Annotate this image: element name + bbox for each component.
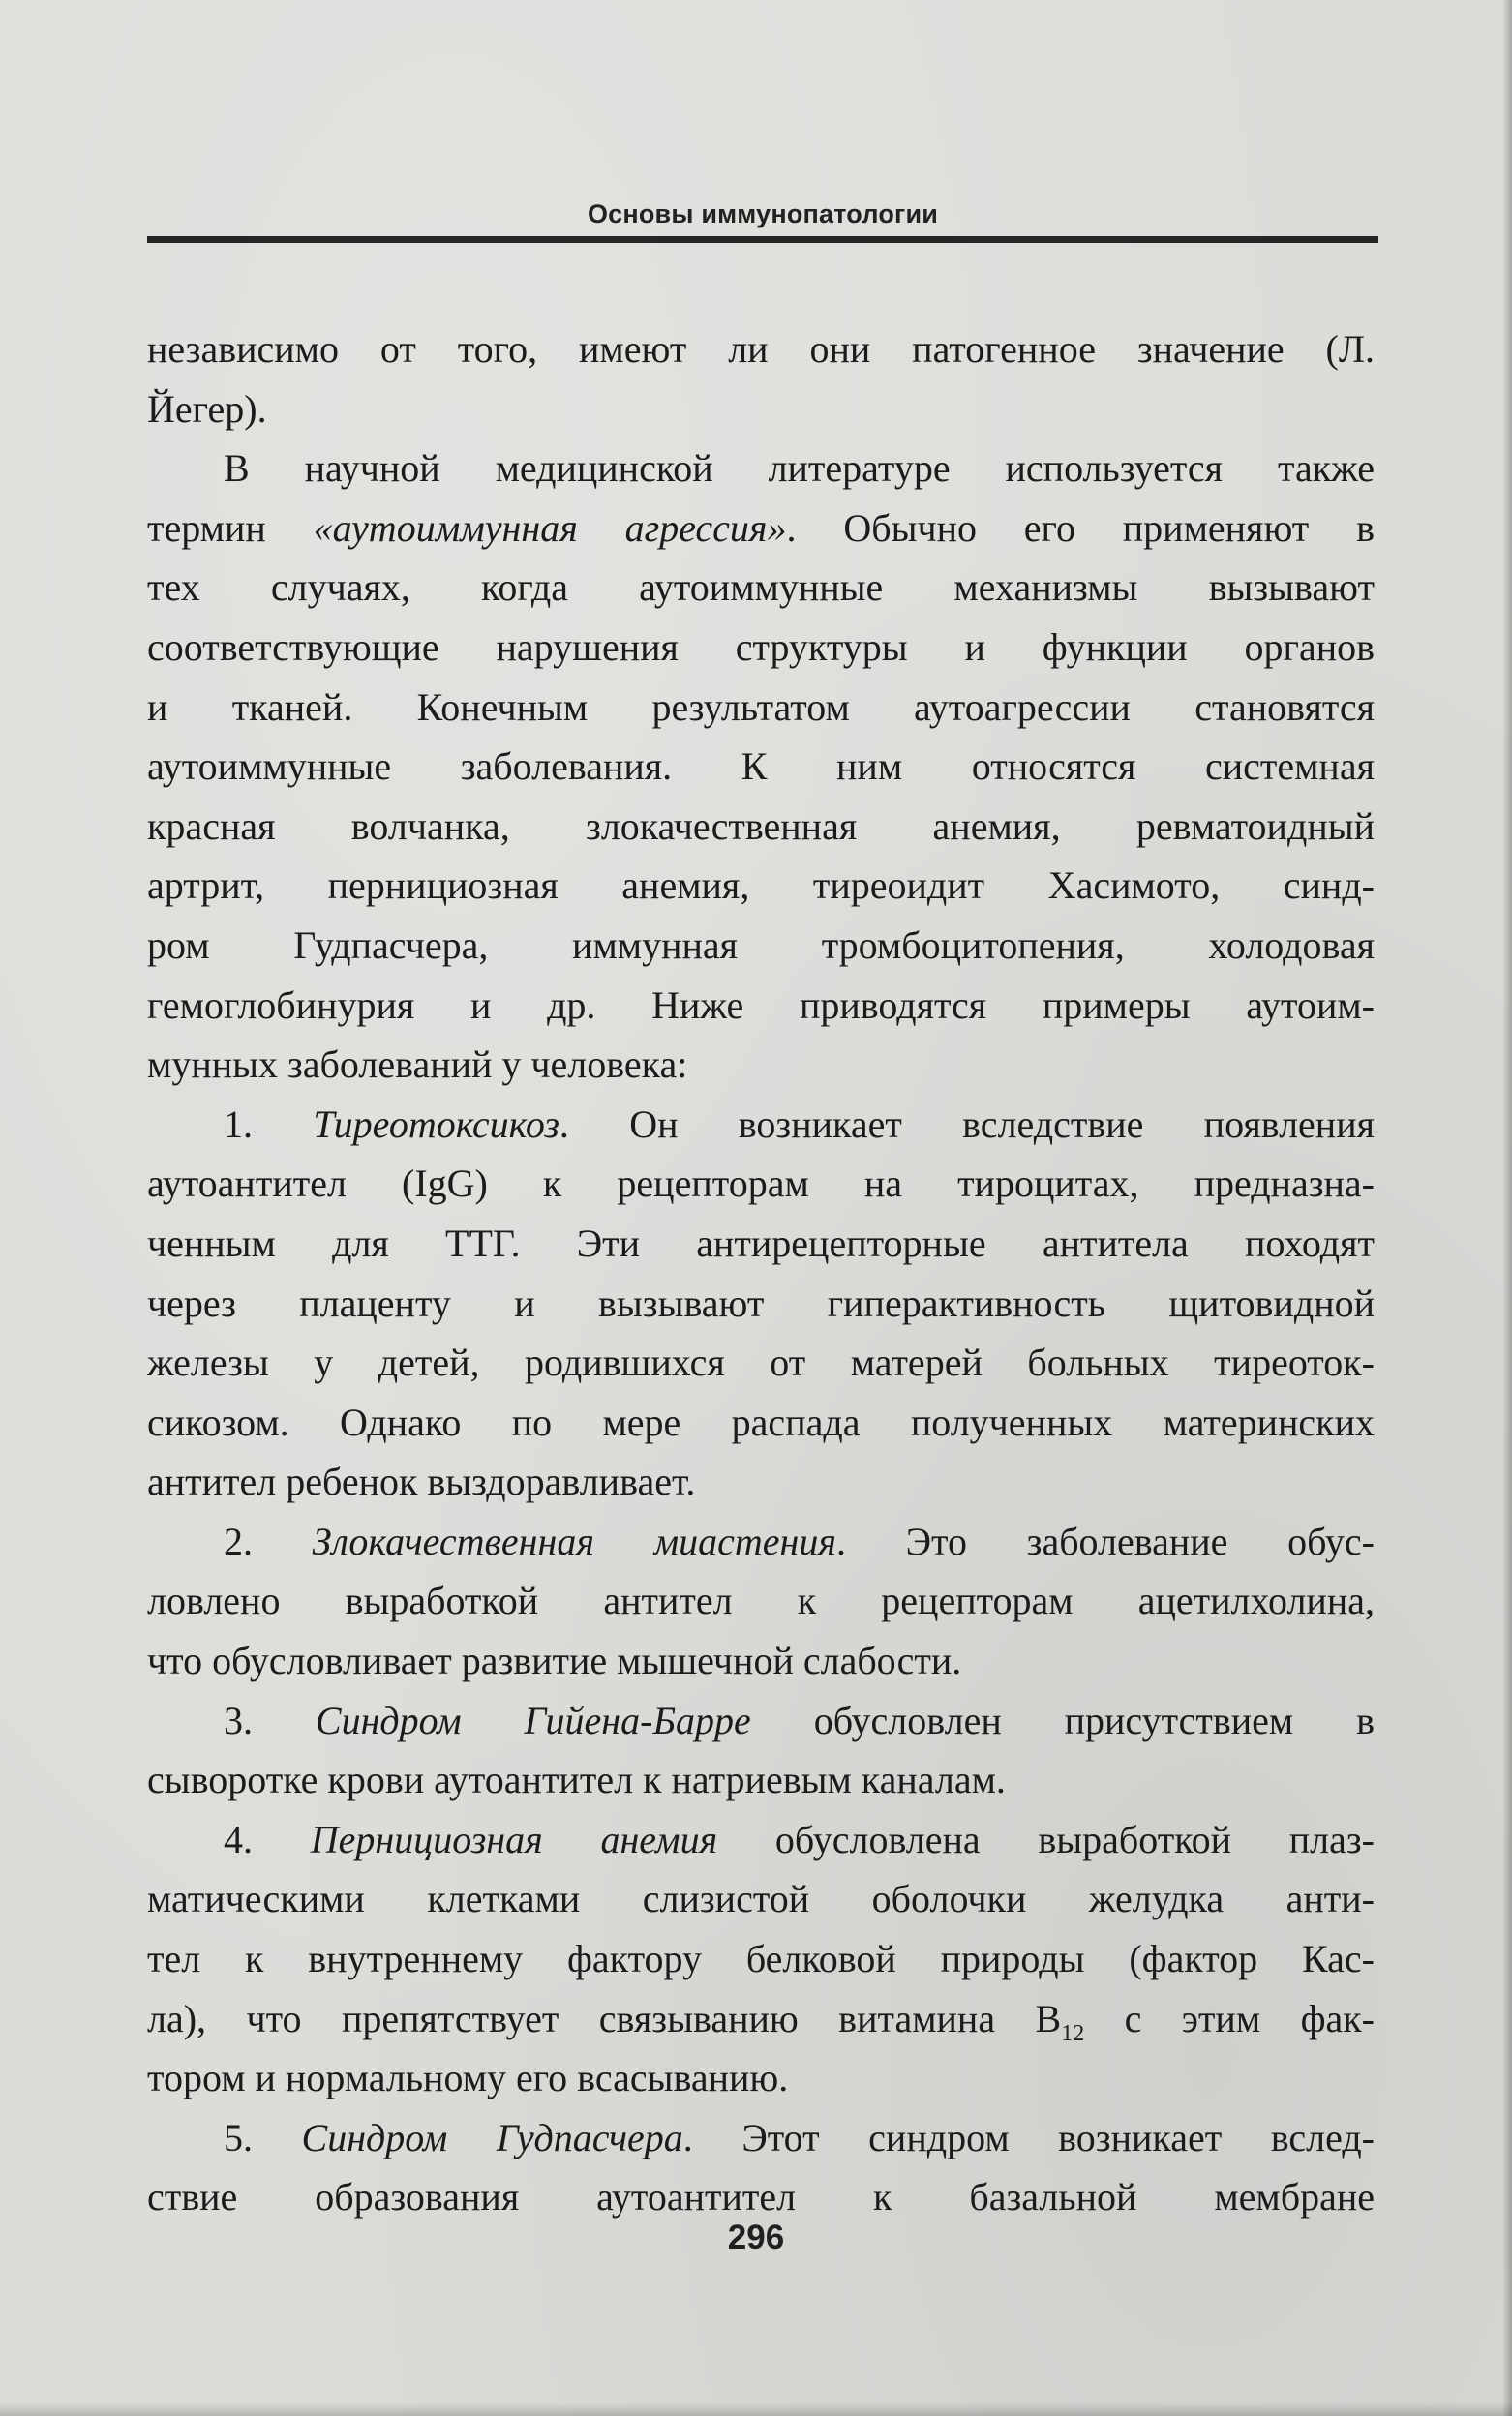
disease-name: Злокачественная миастения xyxy=(312,1519,836,1563)
text-line: через плаценту и вызывают гиперактивность щитовидной xyxy=(147,1281,1375,1325)
text-run: с этим фак- xyxy=(1084,1996,1375,2040)
subscript-12: 12 xyxy=(1061,2020,1085,2046)
text-line: железы у детей, родившихся от матерей больных тиреоток- xyxy=(147,1341,1375,1385)
list-item-line xyxy=(147,2108,1375,2168)
text-line: матическими клетками слизистой оболочки желудка анти- xyxy=(147,1877,1375,1921)
list-item-line xyxy=(147,1095,1375,1155)
page-number: 296 xyxy=(727,2219,785,2256)
text-run: . Это заболевание обус- xyxy=(835,1519,1375,1563)
text-line: аутоантител (IgG) к рецепторам на тироцитах, предназна- xyxy=(147,1162,1375,1206)
text-line: гемоглобинурия и др. Ниже приводятся примеры аутоим- xyxy=(147,982,1375,1027)
text-line: ствие образования аутоантител к базальной мембране xyxy=(147,2175,1375,2220)
list-item-line xyxy=(147,1512,1375,1572)
running-header xyxy=(147,199,1378,248)
text-line: артрит, пернициозная анемия, тиреоидит Хасимото, синд- xyxy=(147,863,1375,908)
page-edge-shadow-bottom xyxy=(0,2402,1512,2416)
text-line: аутоиммунные заболевания. К ним относятся системная xyxy=(147,744,1375,789)
list-number: 5. xyxy=(224,2115,302,2159)
text-line: антител ребенок выздоравливает. xyxy=(147,1460,696,1504)
list-number: 2. xyxy=(224,1519,313,1563)
list-number: 4. xyxy=(224,1817,311,1861)
text-run: обусловлен присутствием в xyxy=(750,1698,1375,1742)
disease-name: Тиреотоксикоз xyxy=(313,1102,559,1146)
term-autoimmune-aggression: «аутоиммунная агрессия» xyxy=(313,505,787,550)
text-line: тел к внутреннему фактору белковой природы (фактор Кас- xyxy=(147,1937,1375,1981)
list-number: 1. xyxy=(224,1102,314,1146)
text-run: термин xyxy=(147,505,314,550)
disease-name: Синдром Гудпасчера xyxy=(301,2115,683,2159)
text-line: Йегер). xyxy=(147,386,267,431)
header-rule xyxy=(147,236,1378,243)
text-line: сикозом. Однако по мере распада полученных материнских xyxy=(147,1400,1375,1444)
text-line: что обусловливает развитие мышечной слабости. xyxy=(147,1639,962,1683)
text-line: тех случаях, когда аутоиммунные механизмы вызывают xyxy=(147,565,1375,610)
text-run: обусловлена выработкой плаз- xyxy=(717,1817,1376,1861)
text-line: мунных заболеваний у человека: xyxy=(147,1042,688,1087)
text-line: ром Гудпасчера, иммунная тромбоцитопения, холодовая xyxy=(147,922,1375,967)
list-item-line xyxy=(147,1691,1375,1751)
text-run: . Этот синдром возникает вслед- xyxy=(682,2115,1376,2159)
list-item-line xyxy=(147,1810,1375,1870)
disease-name: Синдром Гийена-Барре xyxy=(315,1698,751,1742)
text-line: независимо от того, имеют ли они патогенное значение (Л. xyxy=(147,327,1375,371)
text-line: и тканей. Конечным результатом аутоагрессии становятся xyxy=(147,684,1375,729)
text-line: красная волчанка, злокачественная анемия, ревматоидный xyxy=(147,803,1375,848)
text-run: . Обычно его применяют в xyxy=(786,505,1375,550)
text-run: ла), что препятствует связыванию витамина В xyxy=(147,1996,1062,2040)
text-line: В научной медицинской литературе используется также xyxy=(224,446,1375,491)
list-number: 3. xyxy=(224,1698,316,1742)
text-line: ловлено выработкой антител к рецепторам ацетилхолина, xyxy=(147,1579,1375,1623)
page-edge-shadow-right xyxy=(1502,0,1512,2416)
text-line: ченным для ТТГ. Эти антирецепторные антитела походят xyxy=(147,1221,1375,1265)
body-text xyxy=(147,319,1375,2227)
text-line: соответствующие нарушения структуры и функции органов xyxy=(147,624,1375,669)
text-line xyxy=(147,1989,1375,2049)
text-run: . Он возникает вследствие появления xyxy=(559,1102,1376,1146)
text-line: сыворотке крови аутоантител к натриевым каналам. xyxy=(147,1758,1006,1802)
text-line: тором и нормальному его всасыванию. xyxy=(147,2056,789,2100)
disease-name: Пернициозная анемия xyxy=(310,1817,718,1861)
running-title: Основы иммунопатологии xyxy=(587,199,939,228)
text-line xyxy=(147,498,1375,559)
